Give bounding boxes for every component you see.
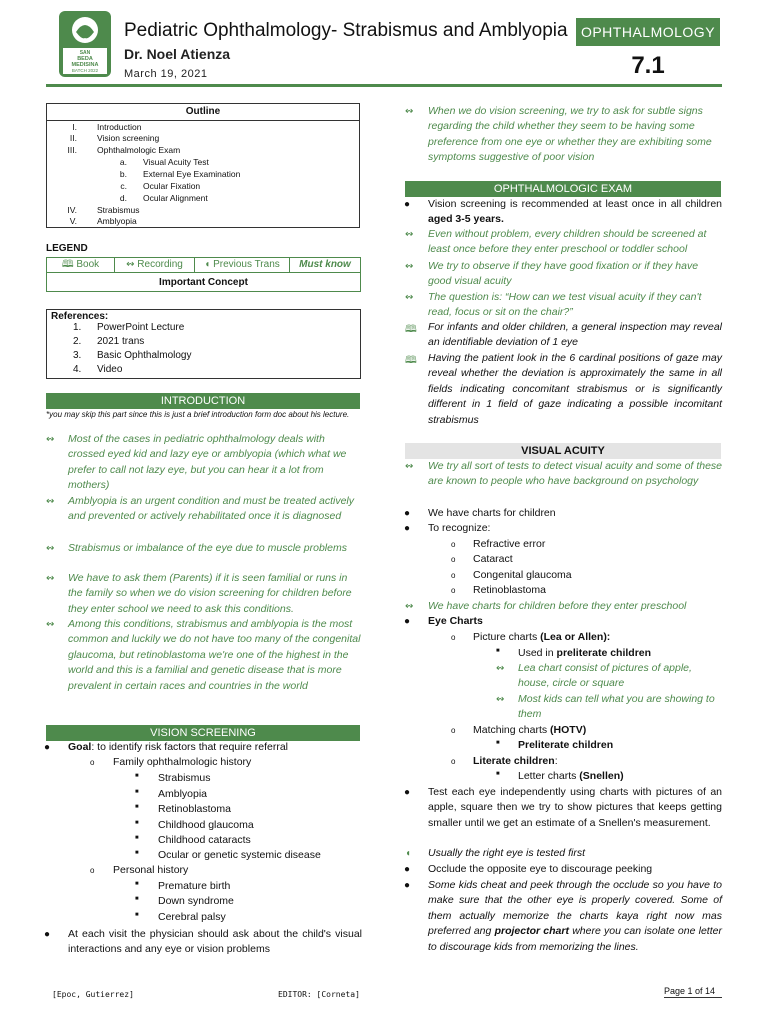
family-item: Childhood cataracts [158,834,251,846]
bullet: ■ [135,773,139,779]
bullet: o [451,586,456,595]
book-icon: 🕮 [405,324,417,335]
legend-box [46,257,361,292]
trans-number: 7.1 [631,52,665,79]
section-header-visual-acuity: VISUAL ACUITY [405,443,721,459]
recording-icon: ↭ [405,261,414,272]
family-item: Childhood glaucoma [158,819,254,831]
section-header-ophthalmologic-exam: OPHTHALMOLOGIC EXAM [405,181,721,197]
bullet: o [451,726,456,735]
family-item: Retinoblastoma [158,803,231,815]
recording-icon: ↭ [405,292,414,303]
bullet: ● [404,864,411,875]
book-icon: 🕮 [61,259,74,270]
legend-recording: ↭ Recording [115,258,195,272]
recording-icon: ↭ [126,259,135,270]
recording-icon: ↭ [405,601,414,612]
footer-line [664,997,722,998]
family-item: Amblyopia [158,788,208,800]
recording-icon: ↭ [405,106,414,117]
batch-logo [58,10,112,78]
bullet: o [90,866,95,875]
vision-screening-last: At each visit the physician should ask about the child's visual interactions and any eye or vision problems [68,928,362,956]
visual-acuity-rec: We try all sort of tests to detect visual acuity and some of these are known to people who have background on psychology [428,460,722,488]
most-kids: Most kids can tell what you are showing to them [518,693,715,721]
legend-label: LEGEND [46,243,88,254]
recognize-item: Retinoblastoma [473,584,546,596]
logo-line-1: SAN [79,50,91,56]
recognize-item: Congenital glaucoma [473,569,572,581]
charts-for-children: We have charts for children [428,507,556,519]
right-intro-recording: When we do vision screening, we try to ask for subtle signs regarding the child whether they seem to be having some preference from one eye or whether they are exhibiting some symptoms suggestive of poor vision [428,105,712,164]
legend-book: 🕮 Book [47,258,115,272]
occlude: Occlude the opposite eye to discourage peeking [428,863,653,875]
picture-charts: Picture charts (Lea or Allen): [473,631,611,643]
page-title: Pediatric Ophthalmology- Strabismus and Amblyopia [124,20,568,41]
author: Dr. Noel Atienza [124,46,231,62]
reference-item: Video [97,364,123,375]
bullet: ● [44,742,51,753]
goal: Goal: to identify risk factors that require referral [68,741,289,753]
family-item: Strabismus [158,772,211,784]
family-item: Ocular or genetic systemic disease [158,849,321,861]
bullet: ● [404,616,411,627]
personal-history: Personal history [113,864,189,876]
bullet: ■ [135,789,139,795]
reference-num: 1. [73,322,82,333]
used-in: Used in preliterate children [518,647,652,659]
test-each-eye: Test each eye independently using charts with pictures of an apple, square then we try to show pictures that keeps getting smaller until we get an estimate of a Snellen's measurement. [428,786,722,829]
personal-item: Premature birth [158,880,231,892]
recording-icon: ↭ [496,694,505,705]
references-box [46,309,361,379]
reference-num: 2. [73,336,82,347]
reference-item: 2021 trans [97,336,145,347]
bullet: o [451,757,456,766]
bullet: ■ [135,912,139,918]
bullet: o [451,555,456,564]
recording-icon: ↭ [46,543,55,554]
oph-exam-rec: Vision screening is recommended at least once in all children aged 3-5 years. [428,198,722,226]
legend-must-know: Must know [299,259,351,270]
bullet: ■ [135,850,139,856]
bullet: ● [404,199,411,210]
bullet: o [90,758,95,767]
bullet: ■ [496,648,500,654]
bullet: ● [404,508,411,519]
logo-line-4: BATCH 2022 [71,68,99,73]
recording-icon: ↭ [46,434,55,445]
subject-badge: OPHTHALMOLOGY [576,18,720,46]
charts-before-preschool: We have charts for children before they enter preschool [428,600,687,612]
preliterate-children: Preliterate children [518,739,614,751]
bullet: o [451,633,456,642]
book-icon: 🕮 [405,355,417,366]
oph-exam-book: For infants and older children, a general inspection may reveal an identifiable deviation of 1 eye [428,321,722,349]
letter-charts: Letter charts (Snellen) [518,770,624,782]
bullet: ■ [135,881,139,887]
bullet: ■ [135,835,139,841]
intro-item: Among this conditions, strabismus and amblyopia is the most common and luckily we do not have too many of the congenital glaucoma, but retinoblastoma we're one of the highest in the world and this is a familial and genetic disease that is more prevalent in certain races and countries in the world [68,618,361,692]
recording-icon: ↭ [405,461,414,472]
reference-item: PowerPoint Lecture [97,322,185,333]
matching-charts: Matching charts (HOTV) [473,724,587,736]
eye-charts: Eye Charts [428,615,483,627]
oph-exam-item: The question is: “How can we test visual acuity if they can't read, focus or sit on the chair?” [428,291,702,319]
bullet: ● [404,880,411,891]
logo-line-2: BEDA [77,56,93,62]
intro-note: *you may skip this part since this is just a brief introduction form doc about his lecture. [46,410,350,419]
date: March 19, 2021 [124,68,208,80]
references-title: References: [51,311,109,322]
recording-icon: ↭ [46,619,55,630]
footer-editor: EDITOR: [Corneta] [278,990,360,999]
to-recognize: To recognize: [428,522,491,534]
bullet: ● [44,929,51,940]
bullet: ● [404,787,411,798]
footer-authors: [Epoc, Gutierrez] [52,990,134,999]
bullet: ● [404,523,411,534]
leaf-icon: ◖ [204,259,211,270]
oph-exam-book: Having the patient look in the 6 cardinal positions of gaze may reveal whether the deviation is approximately the same in all fields indicating concomitant strabismus or is significantly different in 1 field of gaze indicating a possible incomitant strabismus [428,352,722,426]
reference-num: 3. [73,350,82,361]
recognize-item: Cataract [473,553,513,565]
oph-exam-item: Even without problem, every children should be screened at least once before they enter preschool or toddler school [428,228,707,256]
leaf-icon: ◖ [405,848,412,859]
reference-num: 4. [73,364,82,375]
recognize-item: Refractive error [473,538,546,550]
section-header-vision-screening: VISION SCREENING [46,725,360,741]
logo-line-3: MEDISINA [71,62,99,68]
bullet: o [451,540,456,549]
bullet: ■ [496,740,500,746]
recording-icon: ↭ [46,573,55,584]
bullet: ■ [135,896,139,902]
recording-icon: ↭ [496,663,505,674]
recording-icon: ↭ [405,229,414,240]
intro-item: Most of the cases in pediatric ophthalmology deals with crossed eyed kid and lazy eye or amblyopia (which what we prefer to call not lazy eye, but you can hear it a lot from mothers) [68,433,347,492]
oph-exam-item: We try to observe if they have good fixation or if they have good visual acuity [428,260,699,288]
kids-cheat: Some kids cheat and peek through the occlude so you have to make sure that the other eye is properly covered. Some of them actually memorize the charts kaya right now mas preferred ang projector chart where you can isolate one letter to discourage kids from memorizing the lines. [428,879,722,953]
legend-previous-trans: ◖ Previous Trans [195,258,290,272]
bullet: ■ [135,804,139,810]
recording-icon: ↭ [46,496,55,507]
intro-item: Strabismus or imbalance of the eye due to muscle problems [68,542,347,554]
lea-chart: Lea chart consist of pictures of apple, house, circle or square [518,662,692,690]
bullet: o [451,571,456,580]
header-divider [46,84,722,87]
outline-box: Outline I. Introduction II. Vision screening III. Ophthalmologic Exam a. Visual Acuity Test b. External Eye Examination c. Ocular Fixation d. Ocular Alignment IV. Strabismus V. Amblyopia [46,103,360,228]
bullet: ■ [496,771,500,777]
intro-item: Amblyopia is an urgent condition and must be treated actively and prevented or actively rehabilitated once it is diagnosed [68,495,354,523]
bullet: ■ [135,820,139,826]
page-number: Page 1 of 14 [664,986,716,996]
section-header-introduction: INTRODUCTION [46,393,360,409]
literate-children: Literate children: [473,755,558,767]
legend-important-concept: Important Concept [47,272,360,292]
personal-item: Cerebral palsy [158,911,226,923]
reference-item: Basic Ophthalmology [97,350,192,361]
outline-title: Outline [47,104,359,121]
personal-item: Down syndrome [158,895,234,907]
intro-item: We have to ask them (Parents) if it is seen familial or runs in the family so when we do vision screening for children before they enter school we need to ask this conditions. [68,572,352,615]
family-history: Family ophthalmologic history [113,756,252,768]
right-eye-first: Usually the right eye is tested first [428,847,585,859]
